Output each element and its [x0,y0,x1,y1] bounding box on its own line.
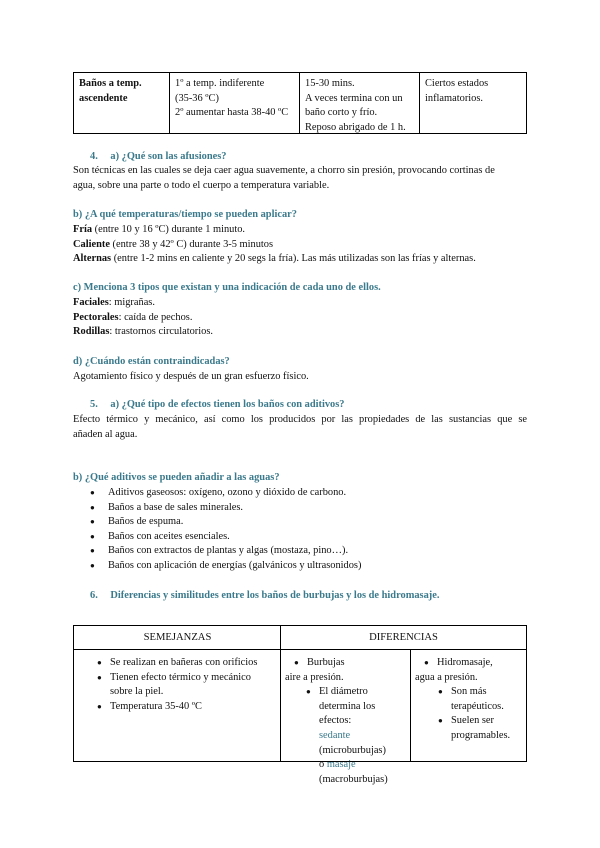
answer-4c [73,296,527,340]
list-item: Son más terapéuticos. [451,686,504,712]
list-item: ● Temperatura 35-40 ºC [94,700,269,715]
detail-text: El diámetro determina los efectos: [319,686,376,727]
answer-line [73,296,527,311]
term: Pectorales [73,311,119,323]
answer-line [73,252,527,267]
hidromasaje-sub: agua a presión. [415,671,478,683]
hidromasaje-title: Hidromasaje, [437,657,493,668]
term-desc: : migrañas. [108,297,155,308]
term-desc: (entre 38 y 42º C) durante 3-5 minutos [109,238,274,250]
term-desc: : trastornos circulatorios. [109,326,213,338]
temp-line: (35-36 ºC) [175,92,219,104]
section-6-title: Diferencias y similitudes entre los baños de burbujas y los de hidromasaje. [110,590,440,601]
burbujas-sub: aire a presión. [285,671,344,683]
hidromasaje-item [415,685,525,714]
column-divider [410,650,411,761]
diferencias-burbujas-cell [285,656,407,787]
question-5b: b) ¿Qué aditivos se pueden añadir a las aguas? [73,472,280,483]
list-item: Suelen ser programables. [451,715,511,741]
list-item: ● Baños de espuma. [90,515,361,530]
term: Faciales [73,297,109,308]
answer-line [73,325,527,340]
bullet: ● [438,716,443,726]
detail-text: (microburbujas) o [319,744,386,771]
list-item: ● Baños con aceites esenciales. [90,530,361,545]
list-item: ● Baños con aplicación de energías (galvánicos y ultrasonidos) [90,559,361,574]
list-item: ● Baños con extractos de plantas y algas (mostaza, pino…). [90,544,361,559]
header-semejanzas: SEMEJANZAS [74,626,281,650]
time-line: Reposo abrigado de 1 h. [305,121,406,133]
additives-list [90,486,361,574]
temp-line: 2º aumentar hasta 38-40 ºC [175,107,289,119]
bullet: ● [294,658,299,667]
time-line: A veces termina con un [305,92,403,104]
answer-4a [73,164,527,193]
masaje-term: masaje [326,759,356,771]
question-4c: c) Menciona 3 tipos que existan y una indicación de cada uno de ellos. [73,282,381,293]
term: Rodillas [73,326,110,338]
question-4b: b) ¿A qué temperaturas/tiempo se pueden aplicar? [73,209,297,220]
section-4-heading [90,150,226,165]
answer-4d: Agotamiento físico y después de un gran esfuerzo físico. [73,371,309,382]
answer-line: añaden al agua. [73,428,138,440]
answer-4b [73,223,527,267]
time-line: baño corto y frío. [305,107,378,119]
hidromasaje-title-line [415,656,525,671]
term: Alternas [73,253,112,265]
section-number: 4. [90,151,98,162]
answer-line [73,238,527,253]
answer-5a [73,413,527,442]
section-number: 5. [90,399,98,410]
semejanzas-cell [94,656,269,714]
term-desc: (entre 10 y 16 ºC) durante 1 minuto. [92,224,246,235]
answer-line: Son técnicas en las cuales se deja caer agua suavemente, a chorro sin presión, provocando cortinas de [73,165,495,176]
header-diferencias: DIFERENCIAS [281,626,526,650]
time-line: 15-30 mins. [305,78,355,89]
list-item: ● Aditivos gaseosos: oxígeno, ozono y dióxido de carbono. [90,486,361,501]
question-4a: a) ¿Qué son las afusiones? [110,151,227,162]
answer-line [73,311,527,326]
treatment-name-cell [74,73,170,133]
treatment-time-cell [300,73,420,133]
semejanzas-list [94,656,269,714]
answer-line: agua, sobre una parte o todo el cuerpo a temperatura variable. [73,179,330,191]
question-4d: d) ¿Cuándo están contraindicadas? [73,356,230,367]
hidromasaje-item [415,714,525,743]
term: Fría [73,224,93,235]
indication-line: inflamatorios. [425,92,484,104]
detail-text: (macroburbujas) [319,773,388,785]
section-5-heading [90,398,345,413]
bullet: ● [424,658,429,667]
column-divider [280,626,281,761]
indication-line: Ciertos estados [425,78,489,89]
comparison-table [73,625,527,785]
treatment-table [73,72,527,134]
bullet: ● [306,687,311,697]
burbujas-title: Burbujas [307,657,345,668]
temp-line: 1º a temp. indiferente [175,78,265,89]
question-5a: a) ¿Qué tipo de efectos tienen los baños con aditivos? [110,399,345,410]
burbujas-detail [285,685,388,787]
treatment-indication-cell [420,73,528,133]
list-item: ● Se realizan en bañeras con orificios [94,656,269,671]
term: Caliente [73,238,110,250]
section-number: 6. [90,590,98,601]
term-desc: : caída de pechos. [118,311,193,323]
list-item: ● Baños a base de sales minerales. [90,501,361,516]
treatment-name: Baños a temp. ascendente [79,78,142,104]
treatment-temp-cell [170,73,300,133]
term-desc: (entre 1-2 mins en caliente y 20 segs la fría). Las más utilizadas son las frías y alternas. [111,253,476,265]
sedante-term: sedante [319,729,351,741]
bullet: ● [438,687,443,697]
answer-line: Efecto térmico y mecánico, así como los producidos por las propiedades de las sustancias que se [73,414,527,425]
list-item: ● Tienen efecto térmico y mecánico sobre la piel. [94,671,269,700]
section-6-heading [90,589,439,604]
diferencias-hidromasaje-cell [415,656,525,744]
answer-line [73,223,527,238]
burbujas-title-line [285,656,407,671]
